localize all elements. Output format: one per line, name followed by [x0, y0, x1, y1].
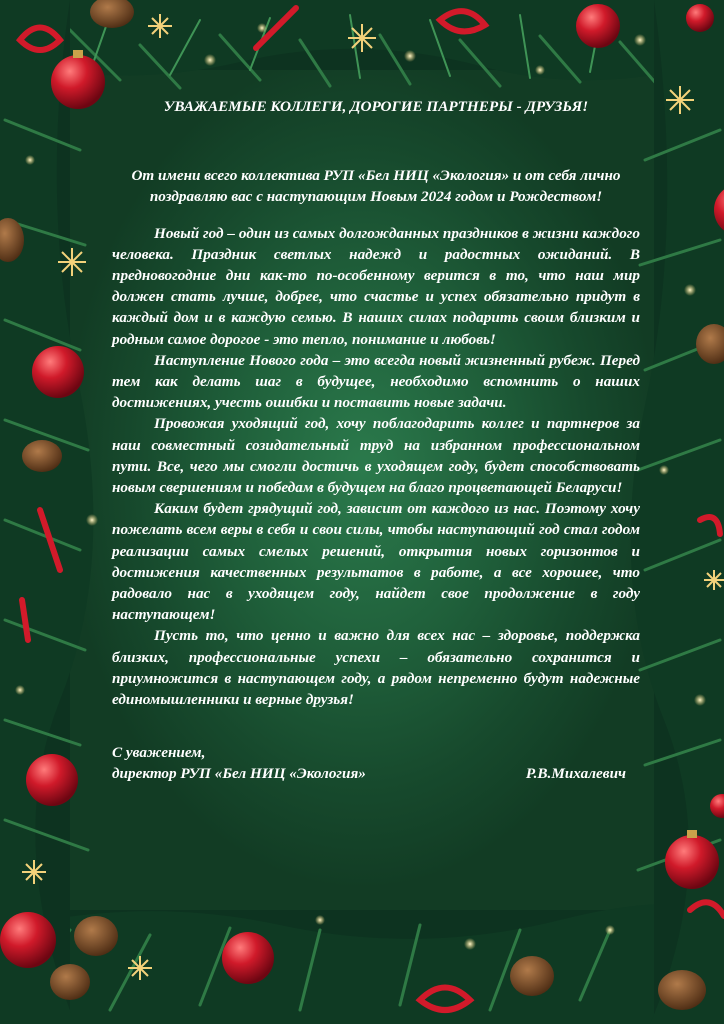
fir-branches-left	[0, 0, 93, 1024]
bauble-icon	[576, 4, 620, 48]
letter-body	[112, 223, 640, 711]
bauble-icon	[665, 835, 719, 889]
signer-row	[112, 763, 640, 784]
snowflake-icon	[58, 248, 86, 276]
bauble-icon	[0, 912, 56, 968]
bauble-icon	[26, 754, 78, 806]
signature-block	[112, 742, 640, 784]
greeting-letter	[112, 96, 640, 785]
pine-cone-icon	[50, 964, 90, 1000]
closing-phrase: С уважением,	[112, 744, 206, 762]
letter-intro: От имени всего коллектива РУП «Бел НИЦ «Экология» и от себя лично поздравляю вас с наступающим Новым 2024 годом и Рождеством!	[131, 167, 621, 206]
signer-name: Р.В.Михалевич	[525, 765, 626, 783]
snowflake-icon	[704, 570, 724, 590]
letter-title: УВАЖАЕМЫЕ КОЛЛЕГИ, ДОРОГИЕ ПАРТНЕРЫ - ДРУЗЬЯ!	[163, 98, 589, 115]
snowflake-icon	[666, 86, 694, 114]
letter-paragraph: Пусть то, что ценно и важно для всех нас – здоровье, поддержка близких, профессиональные успехи – обязательно сохранится и приумножится в наступающем году, а рядом непременно будут надежные единомышленники и верные друзья!	[112, 627, 640, 709]
pine-cone-icon	[74, 916, 118, 956]
bauble-icon	[222, 932, 274, 984]
pine-cone-icon	[658, 970, 706, 1010]
letter-paragraph: Наступление Нового года – это всегда новый жизненный рубеж. Перед тем как делать шаг в будущее, необходимо вспомнить о наших достижениях, учесть ошибки и поставить новые задачи.	[112, 351, 640, 412]
letter-paragraph: Каким будет грядущий год, зависит от каждого из нас. Поэтому хочу пожелать всем веры в себя и свои силы, чтобы наступающий год стал годом реализации самых смелых решений, открытия новых горизонтов и достижения качественных результатов в работе, а все хорошее, что радовало нас в уходящем году, найдет свое продолжение в году наступающем!	[112, 500, 640, 624]
letter-paragraph: Провожая уходящий год, хочу поблагодарить коллег и партнеров за наш совместный созидательный труд на избранном профессиональном пути. Все, чего мы смогли достичь в уходящем году, будет способствовать новым свершениям и победам в будущем на благо процветающей Беларуси!	[112, 415, 640, 497]
pine-cone-icon	[22, 440, 62, 472]
signer-title: директор РУП «Бел НИЦ «Экология»	[112, 765, 366, 783]
pine-cone-icon	[510, 956, 554, 996]
bauble-icon	[32, 346, 84, 398]
letter-paragraph: Новый год – один из самых долгожданных праздников в жизни каждого человека. Праздник светлых надежд и радостных ожиданий. В предновогодние дни как-то по-особенному верится в то, что наш мир должен стать лучше, добрее, что счастье и успех обязательно придут в каждый дом и в каждую семью. В наших силах подарить своим близким и родным самое дорогое - это тепло, понимание и любовь!	[112, 224, 640, 348]
bauble-icon	[51, 55, 105, 109]
snowflake-icon	[348, 24, 376, 52]
